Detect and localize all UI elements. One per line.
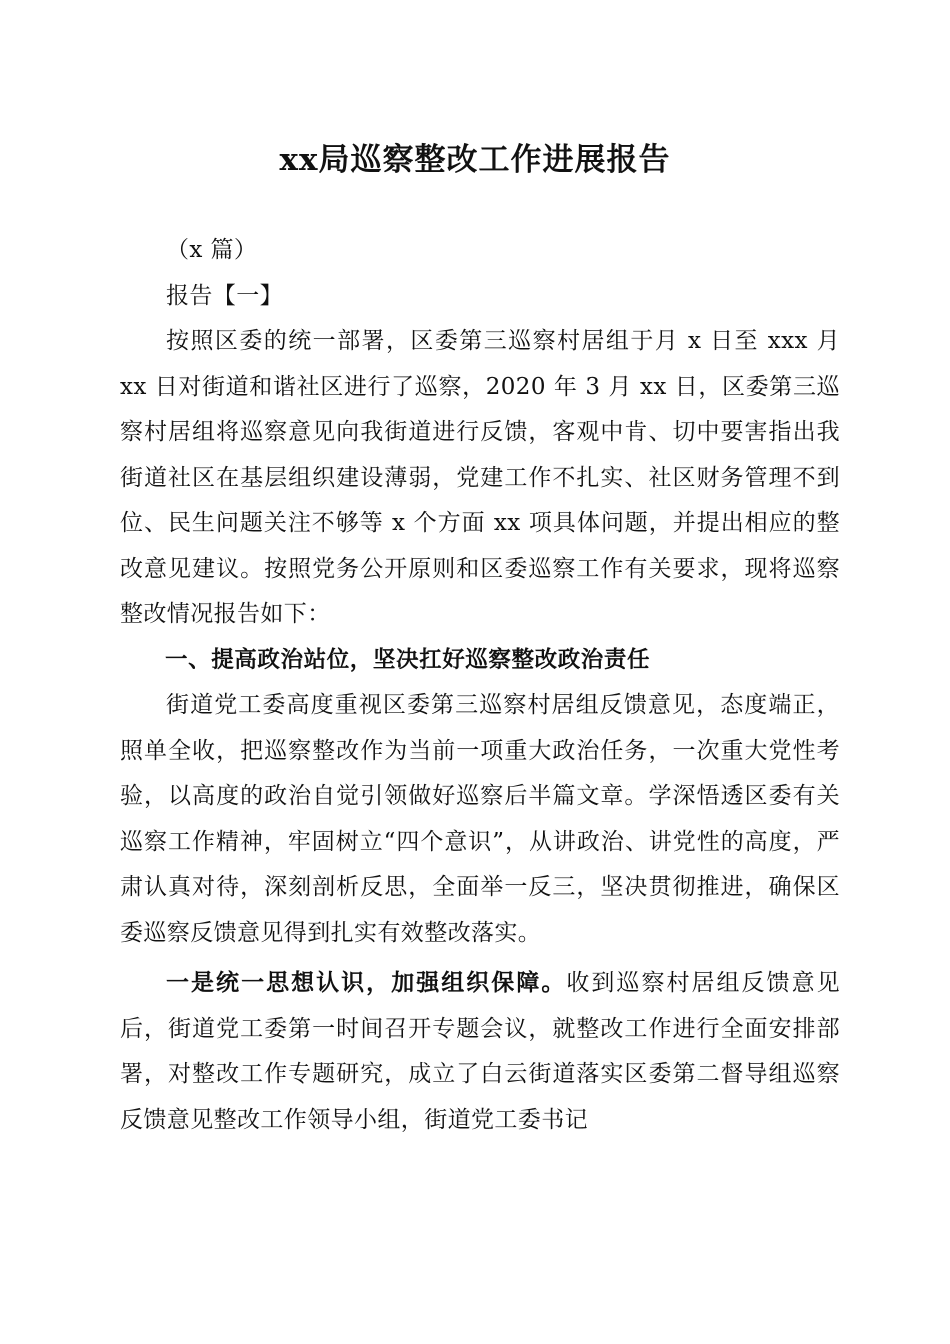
report-label: 报告【一】 [166,282,283,309]
document-body [120,228,840,1143]
section-1-heading: 一、提高政治站位，坚决扛好巡察整改政治责任 [165,646,651,673]
intro-paragraph: 按照区委的统一部署，区委第三巡察村居组于月 x 日至 xxx 月 xx 日对街道和谐社区进行了巡察，2020 年 3 月 xx 日，区委第三巡察村居组将巡察意见向我街道进行反馈，客观中肯、切中要害指出我街道社区在基层组织建设薄弱，党建工作不扎实、社区财务管理不到位、民生问题关注不够等 x 个方面 xx 项具体问题，并提出相应的整改意见建议。按照党务公开原则和区委巡察工作有关要求，现将巡察整改情况报告如下： [120,328,840,627]
document-title: xx局巡察整改工作进展报告 [279,142,671,178]
point-1-paragraph [120,960,840,1143]
point-1-body: 收到巡察村居组反馈意见后，街道党工委第一时间召开专题会议，就整改工作进行全面安排部署，对整改工作专题研究，成立了白云街道落实区委第二督导组巡察反馈意见整改工作领导小组，街道党工委书记 [120,970,841,1133]
point-1-lead: 一是统一思想认识，加强组织保障。 [166,969,567,996]
section-1-paragraph: 街道党工委高度重视区委第三巡察村居组反馈意见，态度端正，照单全收，把巡察整改作为当前一项重大政治任务，一次重大党性考验，以高度的政治自觉引领做好巡察后半篇文章。学深悟透区委有关巡察工作精神，牢固树立“四个意识”，从讲政治、讲党性的高度，严肃认真对待，深刻剖析反思，全面举一反三，坚决贯彻推进，确保区委巡察反馈意见得到扎实有效整改落实。 [120,692,840,946]
edition-note: （x 篇） [166,237,258,263]
